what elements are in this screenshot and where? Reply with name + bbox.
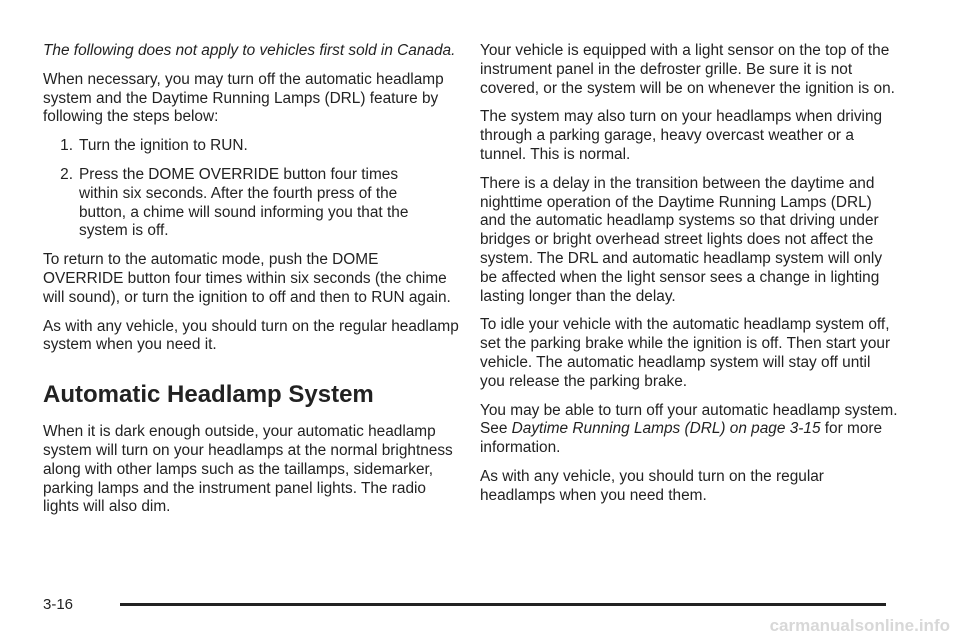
light-sensor-paragraph: Your vehicle is equipped with a light sensor on the top of the instrument panel in the defroster grille. Be sure it is not covered, or the system will be on whenever the ignition is on. [480, 42, 895, 97]
watermark-logo: carmanualsonline.info [769, 616, 950, 635]
drl-intro-paragraph: When necessary, you may turn off the automatic headlamp system and the Daytime Running Lamps (DRL) feature by following the steps below: [43, 70, 444, 126]
steps-list [43, 137, 461, 241]
step-text: Turn the ignition to RUN. [79, 137, 248, 155]
left-column [43, 42, 461, 527]
automatic-mode-paragraph: To return to the automatic mode, push the DOME OVERRIDE button four times within six seconds (the chime will sound), or turn the ignition to off and then to RUN again. [43, 251, 451, 306]
idle-vehicle-paragraph: To idle your vehicle with the automatic headlamp system off, set the parking brake while the ignition is off. Then start your vehicle. The automatic headlamp system will stay off until you release the parking brake. [480, 316, 891, 390]
footer-divider [120, 603, 886, 606]
canada-note: The following does not apply to vehicles first sold in Canada. [43, 42, 456, 59]
page-number: 3-16 [43, 596, 74, 613]
step-item [43, 166, 461, 241]
step-text: Press the DOME OVERRIDE button four times within six seconds. After the fourth press of the button, a chime will sound informing you that the system is off. [79, 165, 409, 240]
section-heading: Automatic Headlamp System [43, 381, 374, 409]
step-number: 1. [60, 137, 73, 155]
regular-headlamp-paragraph: As with any vehicle, you should turn on the regular headlamp system when you need it. [43, 317, 459, 354]
drl-page-reference-link[interactable]: Daytime Running Lamps (DRL) on page 3-15 [511, 420, 821, 438]
regular-headlamps-paragraph: As with any vehicle, you should turn on the regular headlamps when you need them. [480, 467, 824, 504]
step-item [43, 137, 461, 156]
turn-off-suffix: for more information. [480, 420, 883, 457]
turn-off-paragraph [480, 402, 898, 458]
step-number: 2. [60, 165, 73, 183]
automatic-headlamp-paragraph: When it is dark enough outside, your automatic headlamp system will turn on your headlamps at the normal brightness along with other lamps such as the taillamps, sidemarker, parking lamps and the instrument panel lights. The radio lights will also dim. [43, 423, 453, 516]
parking-garage-paragraph: The system may also turn on your headlamps when driving through a parking garage, heavy overcast weather or a tunnel. This is normal. [480, 108, 883, 163]
transition-delay-paragraph: There is a delay in the transition between the daytime and nighttime operation of the Daytime Running Lamps (DRL) and the automatic headlamp systems so that driving under bridges or bright overhead street lights does not affect the system. The DRL and automatic headlamp system will only be affected when the light sensor sees a change in lighting lasting longer than the delay. [480, 174, 883, 305]
turn-off-text: You may be able to turn off your automatic headlamp system. See [480, 401, 898, 438]
right-column [480, 42, 898, 516]
